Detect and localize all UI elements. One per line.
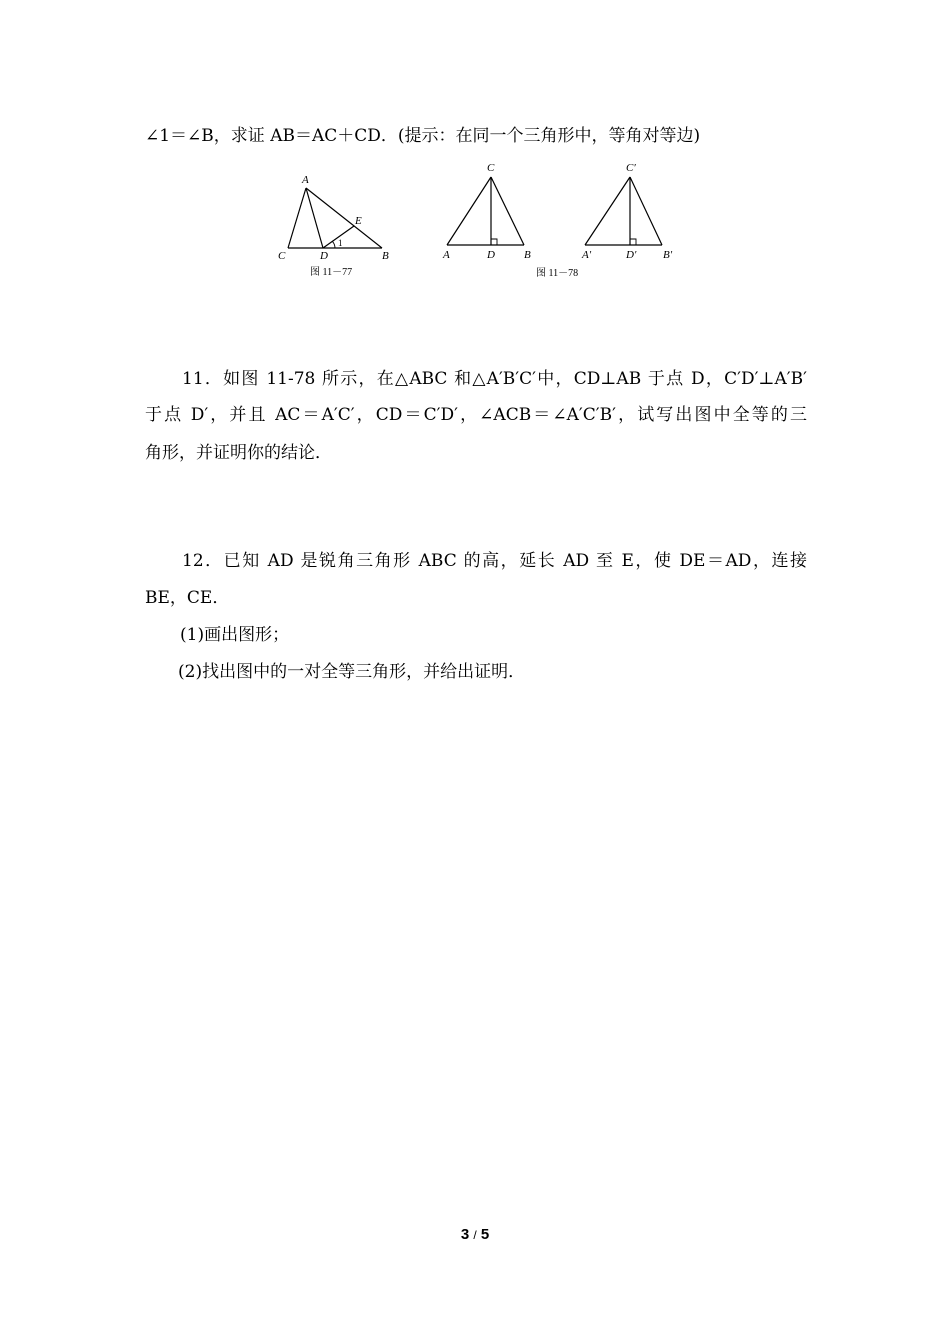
page-total: 5 xyxy=(480,1226,490,1243)
fig78-left-side-ac xyxy=(447,177,491,245)
problem-11-line-1: 11．如图 11-78 所示，在△ABC 和△A′B′C′中，CD⊥AB 于点 D，C′D′⊥A′B′ xyxy=(182,369,807,389)
fig78-left-label-c: C xyxy=(487,162,495,174)
problem-11-line-3: 角形，并证明你的结论． xyxy=(145,443,332,463)
fig78-right-side-cb xyxy=(630,177,662,245)
figure-11-78 xyxy=(440,158,685,282)
figure-11-77 xyxy=(272,170,397,282)
fig78-right-label-a: A′ xyxy=(582,249,592,261)
page-separator: / xyxy=(473,1228,477,1242)
page-number xyxy=(0,1226,950,1243)
fig77-segment-ad xyxy=(306,188,323,248)
problem-12-part-2: (2)找出图中的一对全等三角形，并给出证明． xyxy=(178,662,526,682)
fig78-right-label-c: C′ xyxy=(626,162,636,174)
fig77-label-a: A xyxy=(302,174,309,186)
fig78-right-right-angle xyxy=(630,239,636,245)
fig78-left-side-cb xyxy=(491,177,524,245)
fig77-label-e: E xyxy=(355,215,362,227)
fig77-caption: 图 11－77 xyxy=(310,267,353,278)
problem-11-line-2: 于点 D′，并且 AC＝A′C′，CD＝C′D′，∠ACB＝∠A′C′B′，试写出图中全等的三 xyxy=(145,405,807,425)
fig78-right-side-ac xyxy=(585,177,630,245)
fig77-label-c: C xyxy=(278,250,286,262)
fig78-caption: 图 11－78 xyxy=(536,268,579,279)
fig78-right-label-b: B′ xyxy=(663,249,673,261)
fig77-side-ab xyxy=(306,188,382,248)
fig78-left-right-angle xyxy=(491,239,497,245)
fig78-left-label-a: A xyxy=(443,249,450,261)
fig77-label-d: D xyxy=(320,250,328,262)
fig78-left-label-d: D xyxy=(487,249,495,261)
fig77-side-ca xyxy=(288,188,306,248)
fig78-left-label-b: B xyxy=(524,249,531,261)
problem-12-line-2: BE，CE． xyxy=(145,588,230,608)
problem-12-line-1: 12．已知 AD 是锐角三角形 ABC 的高，延长 AD 至 E，使 DE＝AD，连接 xyxy=(182,551,807,571)
problem-12-part-1: (1)画出图形； xyxy=(180,625,290,645)
fig78-right-label-d: D′ xyxy=(626,249,637,261)
prev-problem-line: ∠1＝∠B，求证 AB＝AC＋CD．(提示：在同一个三角形中，等角对等边) xyxy=(145,126,701,146)
fig77-angle-1-arc xyxy=(332,241,335,248)
page-current: 3 xyxy=(460,1226,470,1243)
fig77-label-b: B xyxy=(382,250,389,262)
fig77-label-1: 1 xyxy=(338,238,343,248)
